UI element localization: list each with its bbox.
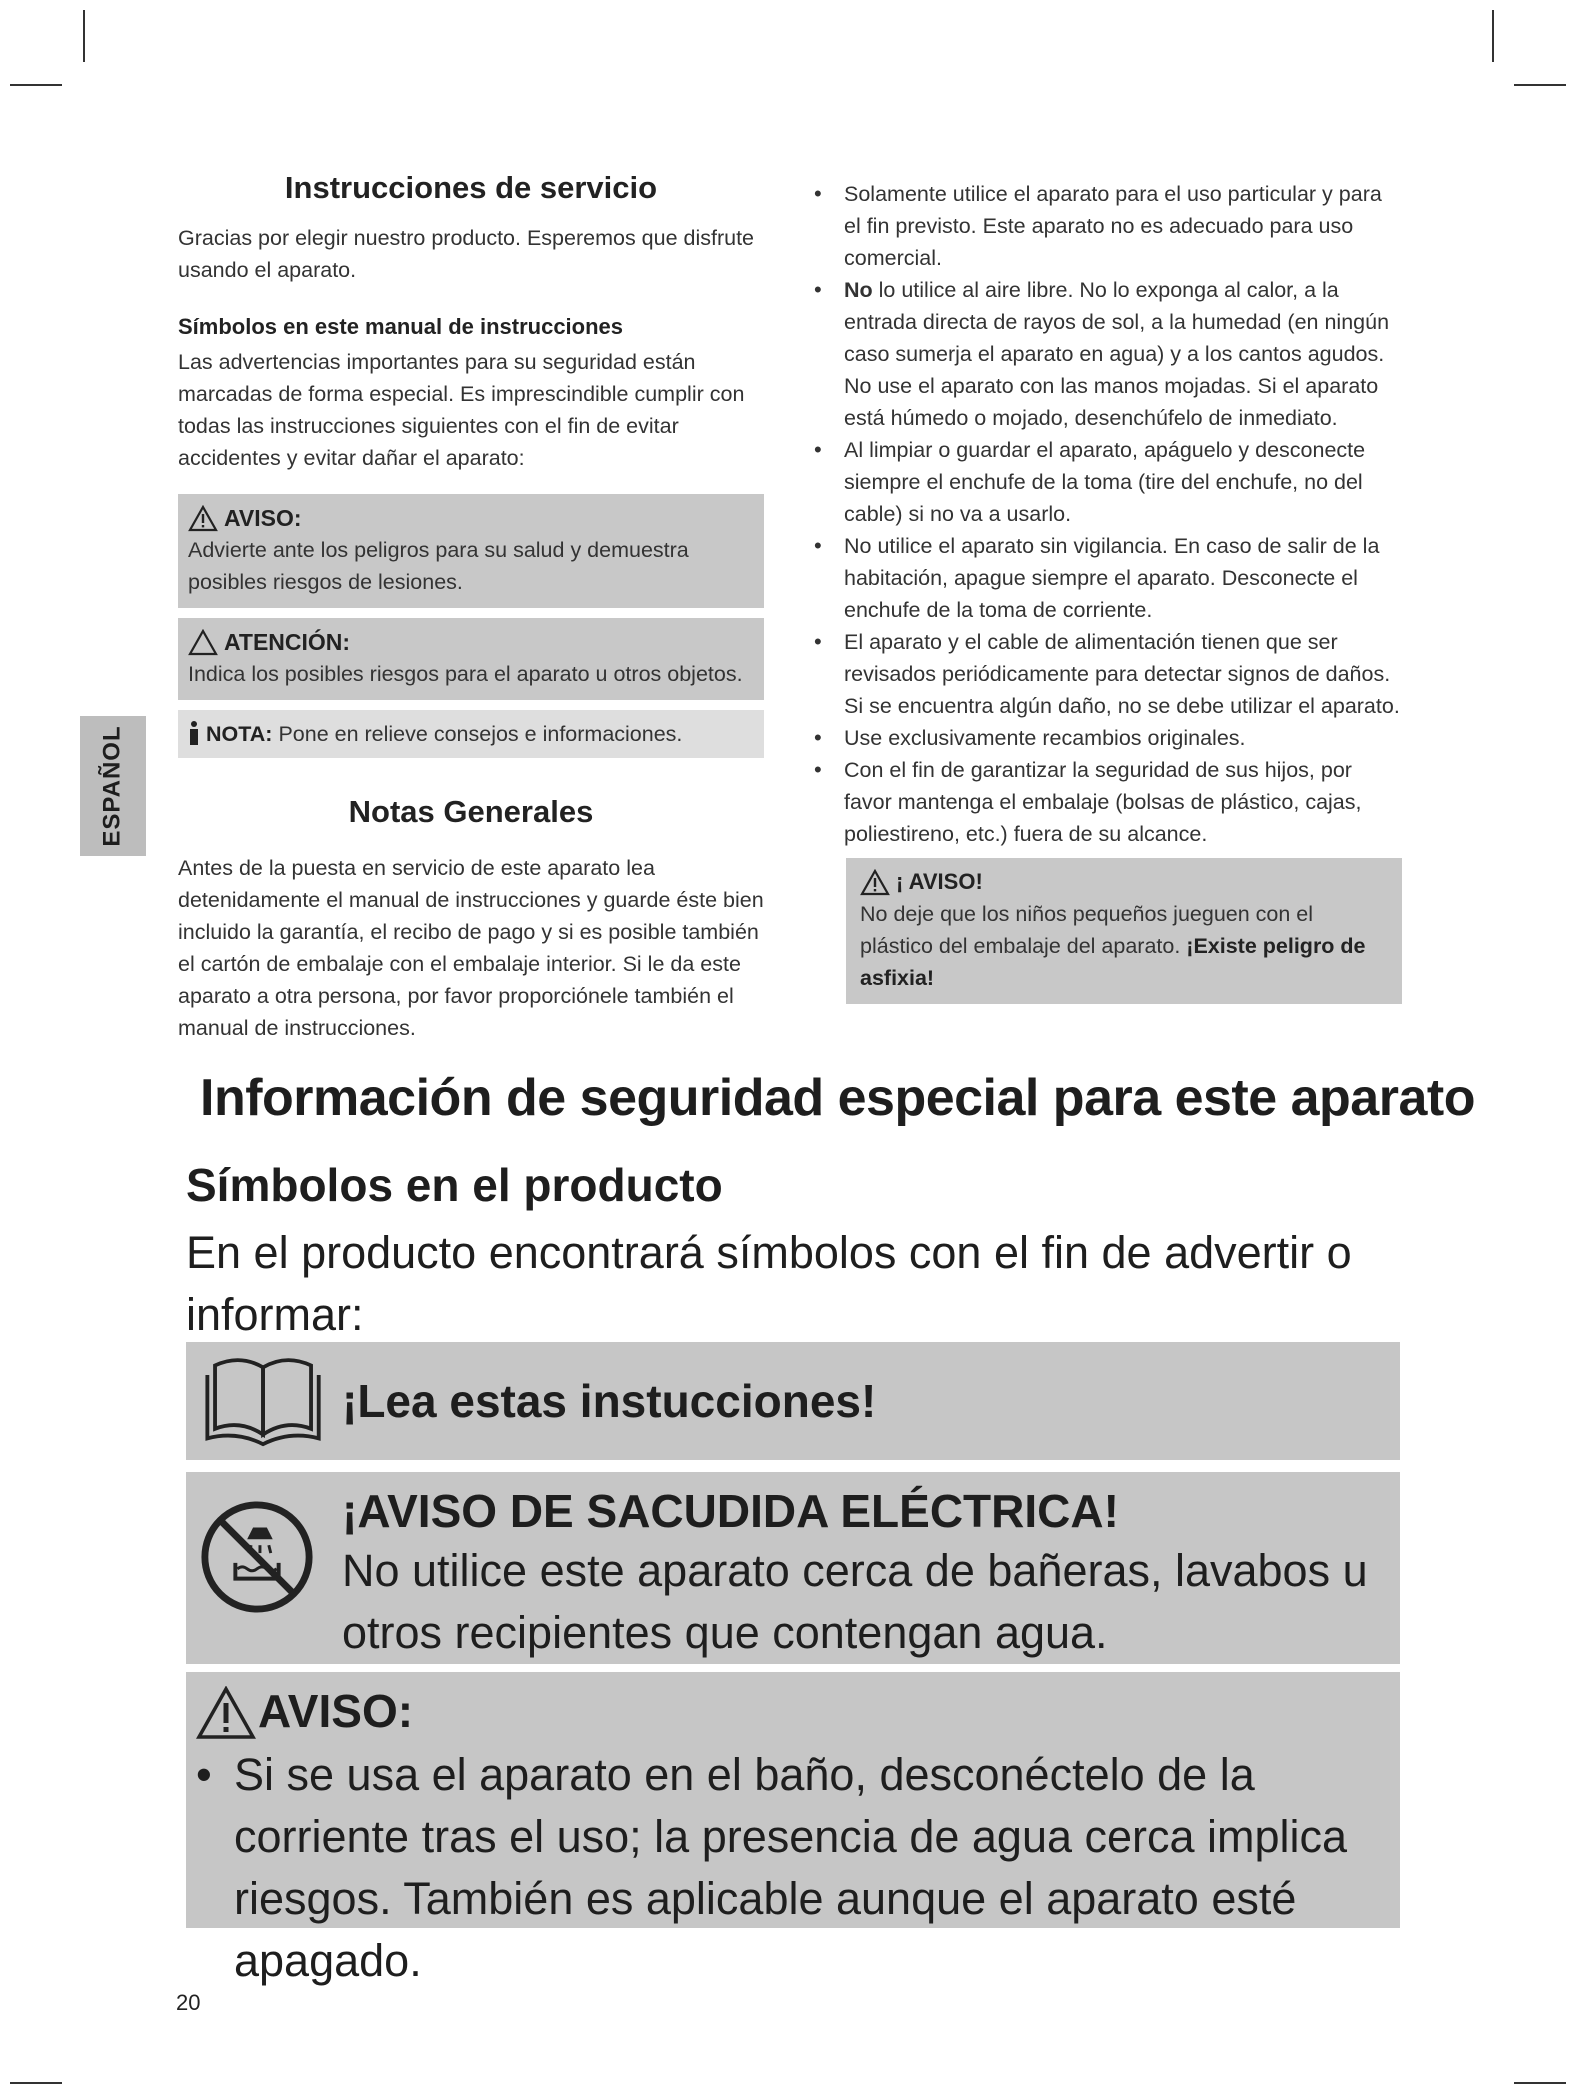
shock-text: No utilice este aparato cerca de bañeras, lavabos u otros recipientes que contengan agua. bbox=[342, 1545, 1368, 1658]
read-instructions-band bbox=[186, 1342, 1400, 1460]
list-item: • No utilice el aparato sin vigilancia. En caso de salir de la habitación, apague siempre el aparato. Desconecte el enchufe de la toma de corriente. bbox=[814, 533, 1380, 622]
right-column bbox=[812, 178, 1402, 1004]
aviso-text: Advierte ante los peligros para su salud y demuestra posibles riesgos de lesiones. bbox=[188, 538, 689, 594]
aviso-bath-band bbox=[186, 1672, 1400, 1986]
safety-title: Información de seguridad especial para este aparato bbox=[200, 1069, 1475, 1127]
list-item: • El aparato y el cable de alimentación tienen que ser revisados periódicamente para detectar signos de daños. Si se encuentra algún daño, no se debe utilizar el aparato. bbox=[814, 629, 1400, 718]
crop-mark bbox=[10, 2082, 62, 2084]
list-item: • No lo utilice al aire libre. No lo exponga al calor, a la entrada directa de rayos de sol, a la humedad (en ningún caso sumerja el aparato en agua) y a los cantos agudos. No use el aparato con las manos mojadas. Si el aparato está húmedo o mojado, desenchúfelo de inmediato. bbox=[814, 277, 1390, 430]
page-number: 20 bbox=[176, 1990, 201, 2015]
bullet-dot: • bbox=[196, 1749, 212, 1800]
list-item-text: Use exclusivamente recambios originales. bbox=[844, 726, 1246, 750]
nota-box bbox=[178, 710, 764, 758]
language-tab-label: ESPAÑOL bbox=[99, 725, 127, 847]
symbols-product-heading: Símbolos en el producto bbox=[186, 1159, 723, 1211]
list-item: • Use exclusivamente recambios originales. bbox=[814, 725, 1246, 750]
list-item: • Al limpiar o guardar el aparato, apáguelo y desconecte siempre el enchufe de la toma (tire del enchufe, no del cable) si no va a usarlo. bbox=[814, 437, 1366, 526]
aviso-children-box bbox=[846, 858, 1402, 1004]
left-column bbox=[178, 170, 764, 1044]
aviso-bullet-item bbox=[196, 1744, 1396, 1992]
list-item: • Con el fin de garantizar la seguridad de sus hijos, por favor mantenga el embalaje (bolsas de plástico, cajas, poliestireno, etc.) fuera de su alcance. bbox=[814, 757, 1362, 846]
list-item: • Solamente utilice el aparato para el uso particular y para el fin previsto. Este aparato no es adecuado para uso comercial. bbox=[814, 181, 1382, 270]
list-item-bold: No bbox=[844, 278, 873, 302]
aviso-box bbox=[178, 494, 764, 608]
aviso-title: ¡ AVISO! bbox=[896, 869, 983, 894]
aviso-text: No deje que los niños pequeños jueguen con el plástico del embalaje del aparato. bbox=[860, 902, 1314, 958]
list-item-text: Solamente utilice el aparato para el uso particular y para el fin previsto. Este aparato no es adecuado para uso comercial. bbox=[844, 182, 1382, 270]
list-item-text: No utilice el aparato sin vigilancia. En caso de salir de la habitación, apague siempre el aparato. Desconecte el enchufe de la toma de corriente. bbox=[844, 534, 1380, 622]
warning-triangle-icon bbox=[196, 1686, 256, 1740]
warning-triangle-icon bbox=[860, 869, 890, 896]
crop-mark bbox=[10, 84, 62, 86]
no-water-shower-icon bbox=[198, 1498, 316, 1616]
symbols-text: Las advertencias importantes para su seguridad están marcadas de forma especial. Es imprescindible cumplir con todas las instrucciones siguientes con el fin de evitar accidentes y evitar dañar el aparato: bbox=[178, 350, 745, 470]
atencion-title: ATENCIÓN: bbox=[224, 629, 351, 655]
list-item-text: Con el fin de garantizar la seguridad de sus hijos, por favor mantenga el embalaje (bolsas de plástico, cajas, poliestireno, etc.) fuera de su alcance. bbox=[844, 758, 1362, 846]
list-item-text: lo utilice al aire libre. No lo exponga al calor, a la entrada directa de rayos de sol, a la humedad (en ningún caso sumerja el aparato en agua) y a los cantos agudos. No use el aparato con las manos mojadas. Si el aparato está húmedo o mojado, desenchúfelo de inmediato. bbox=[844, 278, 1390, 430]
atencion-text: Indica los posibles riesgos para el aparato u otros objetos. bbox=[188, 662, 743, 686]
caution-triangle-icon bbox=[188, 629, 218, 656]
symbols-heading: Símbolos en este manual de instrucciones bbox=[178, 314, 624, 339]
read-instructions-label: ¡Lea estas instucciones! bbox=[342, 1375, 877, 1427]
language-tab bbox=[80, 716, 146, 856]
warning-triangle-icon bbox=[188, 505, 218, 532]
info-icon bbox=[188, 721, 200, 745]
aviso-title: AVISO: bbox=[258, 1685, 414, 1737]
symbols-product-intro: En el producto encontrará símbolos con el fin de advertir o informar: bbox=[186, 1227, 1352, 1340]
book-icon bbox=[200, 1352, 328, 1448]
aviso-title: AVISO: bbox=[224, 505, 302, 531]
nota-text: Pone en relieve consejos e informaciones. bbox=[272, 722, 683, 746]
notas-heading: Notas Generales bbox=[348, 794, 594, 829]
crop-mark bbox=[1514, 2082, 1566, 2084]
crop-mark bbox=[1514, 84, 1566, 86]
shock-title: ¡AVISO DE SACUDIDA ELÉCTRICA! bbox=[342, 1485, 1119, 1537]
list-item-text: El aparato y el cable de alimentación tienen que ser revisados periódicamente para detectar signos de daños. Si se encuentra algún daño, no se debe utilizar el aparato. bbox=[844, 630, 1400, 718]
crop-mark bbox=[1492, 10, 1494, 62]
aviso-bold-text: ¡Existe peligro de asfixia! bbox=[860, 934, 1366, 990]
atencion-box bbox=[178, 618, 764, 700]
aviso-bullet-text: Si se usa el aparato en el baño, desconéctelo de la corriente tras el uso; la presencia de agua cerca implica riesgos. También es aplicable aunque el aparato esté apagado. bbox=[234, 1749, 1348, 1986]
section-heading: Instrucciones de servicio bbox=[284, 170, 658, 205]
electric-shock-band bbox=[186, 1472, 1400, 1664]
nota-label: NOTA: bbox=[205, 722, 273, 746]
crop-mark bbox=[83, 10, 85, 62]
intro-text: Gracias por elegir nuestro producto. Esperemos que disfrute usando el aparato. bbox=[178, 226, 755, 282]
notas-text: Antes de la puesta en servicio de este aparato lea detenidamente el manual de instrucciones y guarde éste bien incluido la garantía, el recibo de pago y si es posible también el cartón de embalaje con el embalaje interior. Si le da este aparato a otra persona, por favor proporciónele también el manual de instrucciones. bbox=[178, 856, 764, 1040]
safety-list bbox=[812, 178, 1402, 850]
list-item-text: Al limpiar o guardar el aparato, apáguelo y desconecte siempre el enchufe de la toma (tire del enchufe, no del cable) si no va a usarlo. bbox=[844, 438, 1366, 526]
